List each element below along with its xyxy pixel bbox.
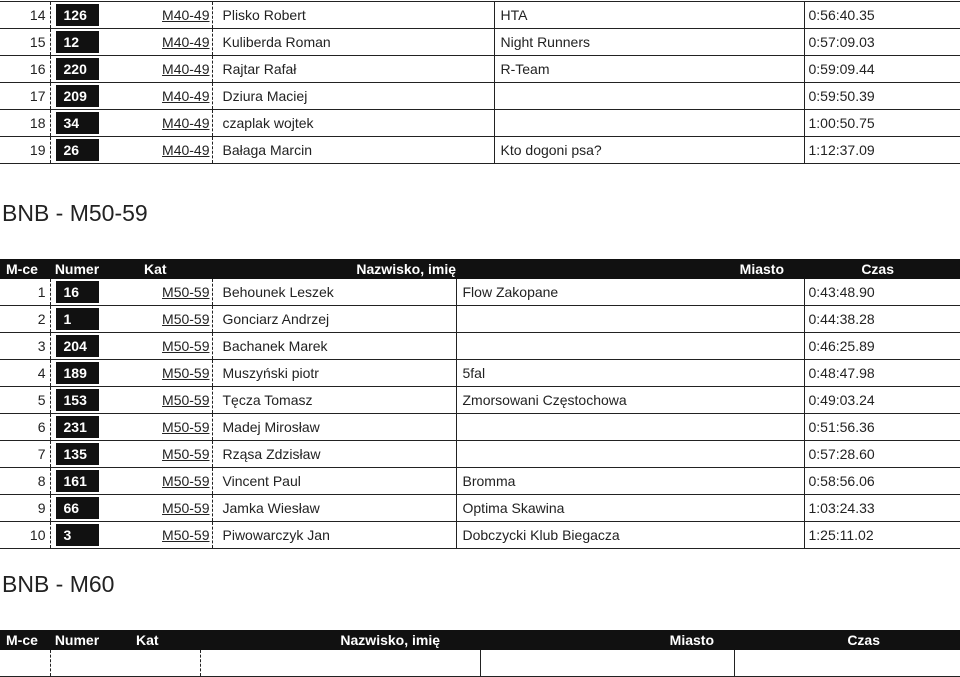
category-cell — [104, 2, 212, 29]
name-cell: Kuliberda Roman — [212, 29, 494, 56]
place-cell: 5 — [0, 387, 50, 414]
table-row — [0, 83, 960, 110]
table-header-m60 — [0, 630, 960, 650]
bib-number-badge: 26 — [56, 139, 100, 161]
category-cell — [104, 83, 212, 110]
time-cell: 0:51:56.36 — [804, 414, 960, 441]
table-row — [0, 468, 960, 495]
time-cell: 0:59:50.39 — [804, 83, 960, 110]
category-cell — [104, 333, 212, 360]
bib-number-badge: 66 — [56, 497, 100, 519]
time-cell: 0:57:09.03 — [804, 29, 960, 56]
city-cell — [494, 110, 804, 137]
category-cell — [104, 110, 212, 137]
category-link[interactable]: M40-49 — [162, 88, 210, 104]
time-cell — [734, 650, 960, 677]
header-name: Nazwisko, imię — [200, 630, 480, 650]
table-row — [0, 306, 960, 333]
category-link[interactable]: M40-49 — [162, 61, 210, 77]
time-cell: 0:49:03.24 — [804, 387, 960, 414]
category-link[interactable]: M50-59 — [162, 338, 210, 354]
category-link[interactable]: M40-49 — [162, 7, 210, 23]
name-cell: Madej Mirosław — [212, 414, 456, 441]
table-row — [0, 279, 960, 306]
bib-number-badge: 209 — [56, 85, 100, 107]
place-cell: 15 — [0, 29, 50, 56]
time-cell: 1:03:24.33 — [804, 495, 960, 522]
category-cell — [104, 441, 212, 468]
table-row — [0, 441, 960, 468]
bib-cell — [50, 333, 104, 360]
header-city: Miasto — [456, 259, 804, 279]
city-cell — [456, 333, 804, 360]
category-cell — [104, 360, 212, 387]
category-link[interactable]: M50-59 — [162, 392, 210, 408]
bib-cell — [50, 495, 104, 522]
city-cell: R-Team — [494, 56, 804, 83]
header-mce: M-ce — [0, 630, 50, 650]
place-cell: 19 — [0, 137, 50, 164]
category-cell — [104, 495, 212, 522]
city-cell: Dobczycki Klub Biegacza — [456, 522, 804, 549]
table-row-empty — [0, 650, 960, 677]
bib-number-badge: 231 — [56, 416, 100, 438]
name-cell: Plisko Robert — [212, 2, 494, 29]
table-row — [0, 360, 960, 387]
place-cell: 3 — [0, 333, 50, 360]
name-cell: Bachanek Marek — [212, 333, 456, 360]
table-row — [0, 495, 960, 522]
category-cell — [104, 650, 200, 677]
name-cell: czaplak wojtek — [212, 110, 494, 137]
category-link[interactable]: M40-49 — [162, 142, 210, 158]
table-header-m50-59 — [0, 259, 960, 279]
category-link[interactable]: M50-59 — [162, 365, 210, 381]
header-name: Nazwisko, imię — [212, 259, 456, 279]
city-cell: Kto dogoni psa? — [494, 137, 804, 164]
name-cell: Jamka Wiesław — [212, 495, 456, 522]
city-cell — [480, 650, 734, 677]
bib-number-badge: 12 — [56, 31, 100, 53]
bib-cell — [50, 306, 104, 333]
name-cell — [200, 650, 480, 677]
time-cell: 0:43:48.90 — [804, 279, 960, 306]
results-table-m50-59 — [0, 259, 960, 549]
category-link[interactable]: M50-59 — [162, 500, 210, 516]
place-cell: 4 — [0, 360, 50, 387]
city-cell — [456, 441, 804, 468]
category-cell — [104, 29, 212, 56]
results-table-m60 — [0, 630, 960, 677]
header-numer: Numer — [50, 259, 104, 279]
bib-cell — [50, 468, 104, 495]
header-numer: Numer — [50, 630, 104, 650]
bib-cell — [50, 650, 104, 677]
bib-number-badge: 161 — [56, 470, 100, 492]
bib-cell — [50, 387, 104, 414]
time-cell: 0:44:38.28 — [804, 306, 960, 333]
category-link[interactable]: M40-49 — [162, 115, 210, 131]
time-cell: 1:12:37.09 — [804, 137, 960, 164]
name-cell: Behounek Leszek — [212, 279, 456, 306]
name-cell: Dziura Maciej — [212, 83, 494, 110]
category-cell — [104, 522, 212, 549]
category-cell — [104, 387, 212, 414]
bib-number-badge: 220 — [56, 58, 100, 80]
category-link[interactable]: M50-59 — [162, 473, 210, 489]
header-time: Czas — [804, 259, 960, 279]
name-cell: Vincent Paul — [212, 468, 456, 495]
category-cell — [104, 137, 212, 164]
bib-number-badge: 189 — [56, 362, 100, 384]
bib-number-badge: 1 — [56, 308, 100, 330]
city-cell: Night Runners — [494, 29, 804, 56]
header-mce: M-ce — [0, 259, 50, 279]
city-cell: Zmorsowani Częstochowa — [456, 387, 804, 414]
bib-cell — [50, 83, 104, 110]
table-row — [0, 56, 960, 83]
table-row — [0, 137, 960, 164]
city-cell: HTA — [494, 2, 804, 29]
results-body-m40-49 — [0, 2, 960, 164]
bib-number-badge: 16 — [56, 281, 100, 303]
table-row — [0, 29, 960, 56]
category-link[interactable]: M50-59 — [162, 527, 210, 543]
category-link[interactable]: M50-59 — [162, 446, 210, 462]
bib-cell — [50, 110, 104, 137]
bib-cell — [50, 279, 104, 306]
name-cell: Piwowarczyk Jan — [212, 522, 456, 549]
bib-number-badge: 34 — [56, 112, 100, 134]
bib-cell — [50, 29, 104, 56]
bib-cell — [50, 414, 104, 441]
city-cell — [456, 306, 804, 333]
header-time: Czas — [734, 630, 960, 650]
bib-number-badge: 204 — [56, 335, 100, 357]
place-cell: 7 — [0, 441, 50, 468]
results-table-m40-49 — [0, 1, 960, 164]
section-title-m60: BNB - M60 — [2, 571, 115, 597]
section-title-m50-59: BNB - M50-59 — [2, 200, 148, 226]
name-cell: Gonciarz Andrzej — [212, 306, 456, 333]
name-cell: Rajtar Rafał — [212, 56, 494, 83]
bib-number-badge: 153 — [56, 389, 100, 411]
time-cell: 0:48:47.98 — [804, 360, 960, 387]
place-cell — [0, 650, 50, 677]
category-cell — [104, 414, 212, 441]
time-cell: 0:57:28.60 — [804, 441, 960, 468]
place-cell: 8 — [0, 468, 50, 495]
bib-number-badge: 3 — [56, 524, 100, 546]
place-cell: 2 — [0, 306, 50, 333]
name-cell: Muszyński piotr — [212, 360, 456, 387]
city-cell: Bromma — [456, 468, 804, 495]
header-kat: Kat — [104, 630, 200, 650]
table-row — [0, 414, 960, 441]
place-cell: 18 — [0, 110, 50, 137]
name-cell: Tęcza Tomasz — [212, 387, 456, 414]
place-cell: 14 — [0, 2, 50, 29]
category-link[interactable]: M40-49 — [162, 34, 210, 50]
category-link[interactable]: M50-59 — [162, 311, 210, 327]
category-link[interactable]: M50-59 — [162, 284, 210, 300]
bib-cell — [50, 137, 104, 164]
time-cell: 1:00:50.75 — [804, 110, 960, 137]
place-cell: 6 — [0, 414, 50, 441]
city-cell: 5fal — [456, 360, 804, 387]
city-cell: Optima Skawina — [456, 495, 804, 522]
place-cell: 9 — [0, 495, 50, 522]
category-cell — [104, 468, 212, 495]
time-cell: 0:58:56.06 — [804, 468, 960, 495]
bib-cell — [50, 441, 104, 468]
category-cell — [104, 306, 212, 333]
table-row — [0, 110, 960, 137]
place-cell: 17 — [0, 83, 50, 110]
bib-number-badge: 135 — [56, 443, 100, 465]
header-kat: Kat — [104, 259, 212, 279]
bib-number-badge: 126 — [56, 4, 100, 26]
bib-cell — [50, 56, 104, 83]
bib-cell — [50, 522, 104, 549]
name-cell: Bałaga Marcin — [212, 137, 494, 164]
results-body-m50-59 — [0, 279, 960, 549]
header-city: Miasto — [480, 630, 734, 650]
bib-cell — [50, 2, 104, 29]
city-cell — [456, 414, 804, 441]
table-row — [0, 333, 960, 360]
time-cell: 0:59:09.44 — [804, 56, 960, 83]
place-cell: 10 — [0, 522, 50, 549]
name-cell: Rząsa Zdzisław — [212, 441, 456, 468]
table-row — [0, 2, 960, 29]
city-cell — [494, 83, 804, 110]
time-cell: 1:25:11.02 — [804, 522, 960, 549]
city-cell: Flow Zakopane — [456, 279, 804, 306]
bib-cell — [50, 360, 104, 387]
category-cell — [104, 279, 212, 306]
time-cell: 0:56:40.35 — [804, 2, 960, 29]
category-link[interactable]: M50-59 — [162, 419, 210, 435]
table-row — [0, 522, 960, 549]
time-cell: 0:46:25.89 — [804, 333, 960, 360]
category-cell — [104, 56, 212, 83]
place-cell: 16 — [0, 56, 50, 83]
place-cell: 1 — [0, 279, 50, 306]
table-row — [0, 387, 960, 414]
